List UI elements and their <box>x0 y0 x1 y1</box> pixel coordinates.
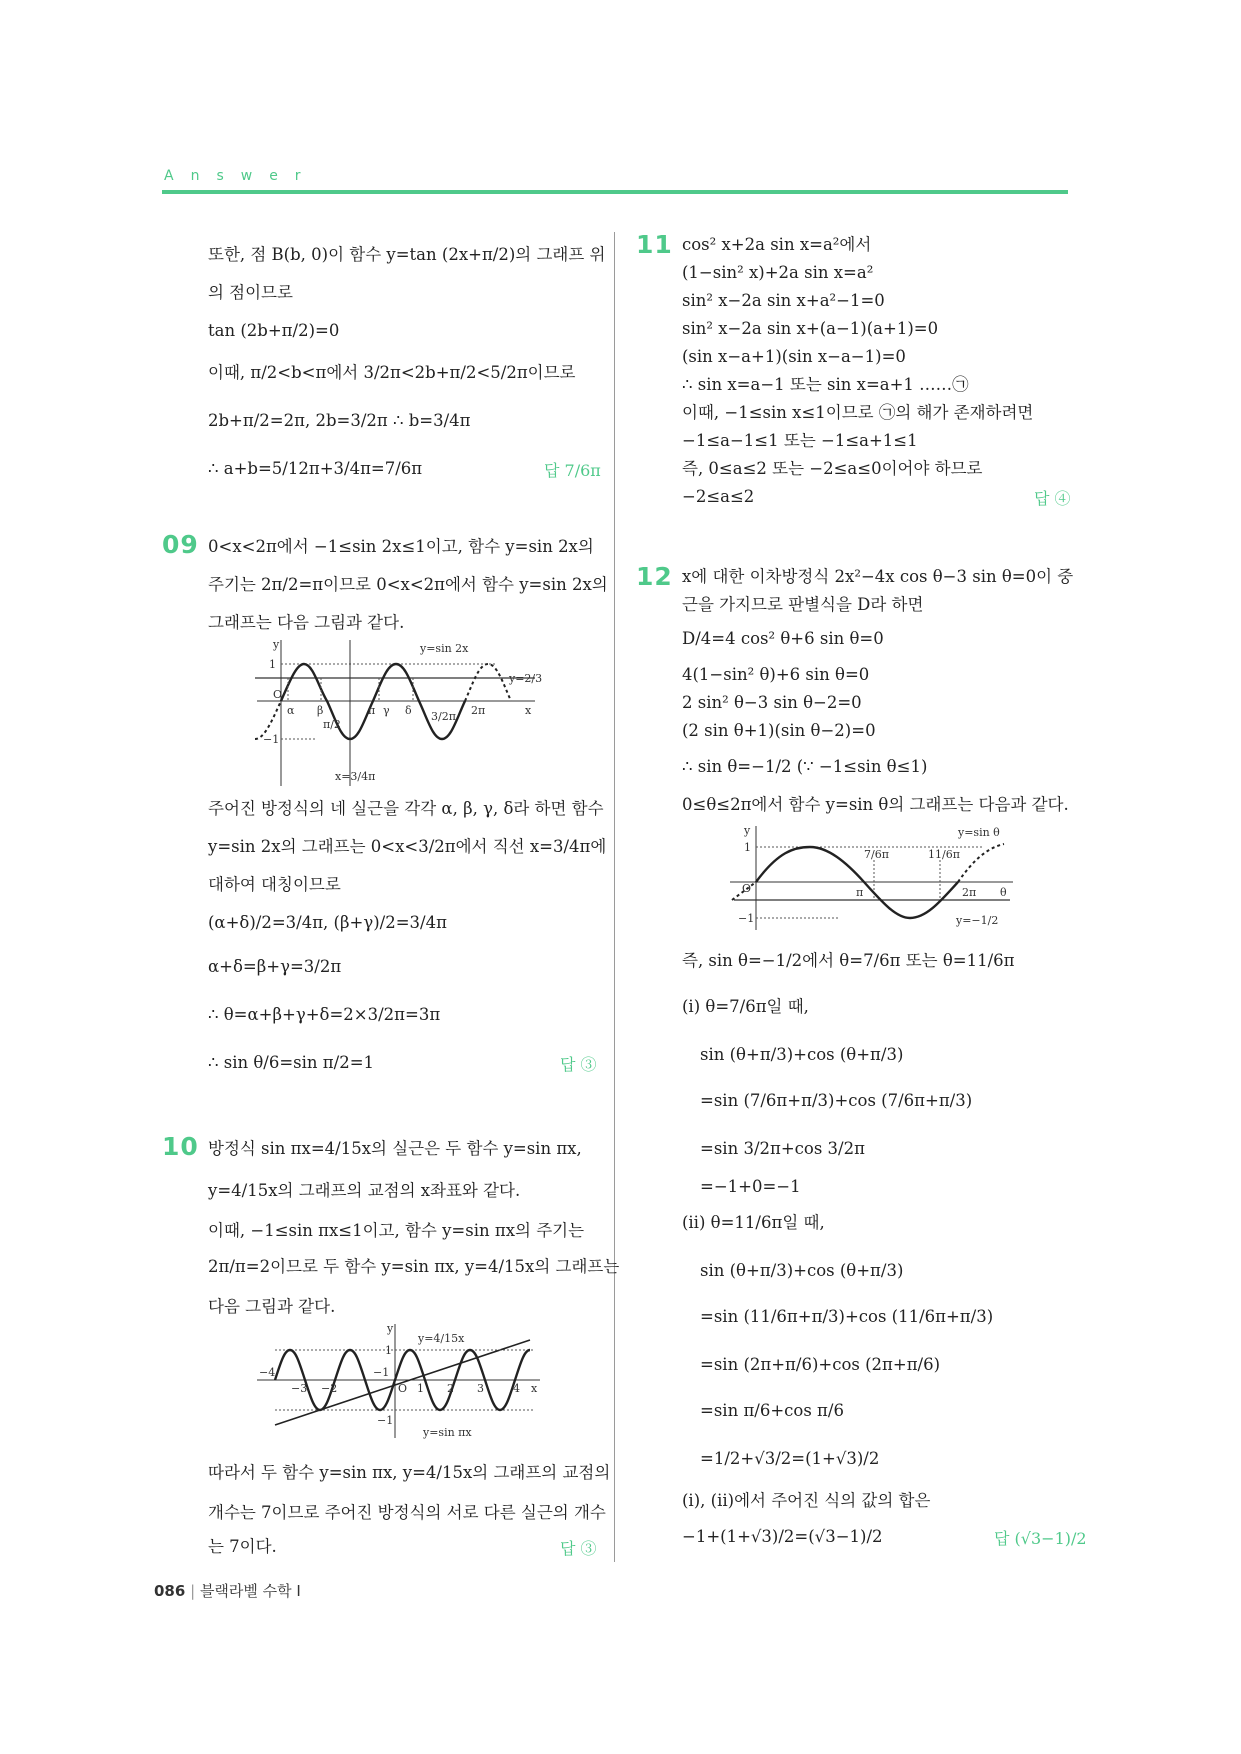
q10-answer: 답 ③ <box>560 1539 597 1558</box>
tick-beta: β <box>317 704 324 717</box>
q12-case2: (ⅱ) θ=11/6π일 때, <box>682 1213 825 1232</box>
section-header: Answer <box>164 168 318 184</box>
q10-line-4: 2π/π=2이므로 두 함수 y=sin πx, y=4/15x의 그래프는 <box>208 1257 620 1276</box>
q11-line-10: −2≤a≤2 <box>682 487 755 506</box>
tick-neg2: −2 <box>321 1382 338 1395</box>
y-label-1: 1 <box>744 841 751 854</box>
q11-number: 11 <box>636 230 673 259</box>
line-label: y=2/3 <box>509 672 543 685</box>
q11-line-7: 이때, −1≤sin x≤1이므로 ㉠의 해가 존재하려면 <box>682 403 1034 422</box>
y-label-1: 1 <box>269 658 276 671</box>
q09-line-4: 주어진 방정식의 네 실근을 각각 α, β, γ, δ라 하면 함수 <box>208 799 604 818</box>
tick-pi-half: π/2 <box>323 718 341 731</box>
q12-case2-b: =sin (11/6π+π/3)+cos (11/6π+π/3) <box>700 1307 994 1326</box>
tick-neg1: −1 <box>373 1366 390 1379</box>
x-axis-label: x <box>531 1382 538 1395</box>
q12-line-7: ∴ sin θ=−1/2 (∵ −1≤sin θ≤1) <box>682 757 928 776</box>
q12-line-4: 4(1−sin² θ)+6 sin θ=0 <box>682 665 870 684</box>
q09-graph <box>255 638 545 788</box>
q09-line-1: 0<x<2π에서 −1≤sin 2x≤1이고, 함수 y=sin 2x의 <box>208 537 594 556</box>
y-axis-label: y <box>744 824 751 837</box>
q11-line-8: −1≤a−1≤1 또는 −1≤a+1≤1 <box>682 431 918 450</box>
header-rule <box>162 190 1068 194</box>
q12-case2-e: =1/2+√3/2=(1+√3)/2 <box>700 1449 880 1468</box>
q11-line-1: cos² x+2a sin x=a²에서 <box>682 235 872 254</box>
q11-line-6: ∴ sin x=a−1 또는 sin x=a+1 ……㉠ <box>682 375 969 394</box>
q12-case2-c: =sin (2π+π/6)+cos (2π+π/6) <box>700 1355 941 1374</box>
q11-answer: 답 ④ <box>1034 489 1071 508</box>
tick-7-6pi: 7/6π <box>864 848 889 861</box>
tick-pi: π <box>368 704 376 717</box>
x-axis-label: x <box>525 704 532 717</box>
q09-line-10: ∴ sin θ/6=sin π/2=1 <box>208 1053 375 1072</box>
cont-line-5: 2b+π/2=2π, 2b=3/2π ∴ b=3/4π <box>208 411 471 430</box>
tick-11-6pi: 11/6π <box>928 848 960 861</box>
cont-line-2: 의 점이므로 <box>208 283 293 302</box>
sine-curve-dotted <box>958 844 1004 882</box>
q12-graph <box>728 822 1018 932</box>
y-label-neg1: −1 <box>738 912 755 925</box>
q12-line-8: 0≤θ≤2π에서 함수 y=sin θ의 그래프는 다음과 같다. <box>682 795 1069 814</box>
curve-label: y=sin θ <box>958 826 1000 839</box>
q12-case1: (ⅰ) θ=7/6π일 때, <box>682 997 809 1016</box>
q10-line-5: 다음 그림과 같다. <box>208 1297 336 1316</box>
tick-4: 4 <box>513 1382 520 1395</box>
tick-alpha: α <box>287 704 295 717</box>
q12-line-1: x에 대한 이차방정식 2x²−4x cos θ−3 sin θ=0이 중 <box>682 567 1074 586</box>
q10-line-1: 방정식 sin πx=4/15x의 실근은 두 함수 y=sin πx, <box>208 1139 582 1158</box>
y-axis-label: y <box>273 638 280 651</box>
q09-line-9: ∴ θ=α+β+γ+δ=2×3/2π=3π <box>208 1005 441 1024</box>
book-title: 블랙라벨 수학 Ⅰ <box>199 1582 301 1600</box>
q09-line-6: 대하여 대칭이므로 <box>208 875 341 894</box>
q12-case2-a: sin (θ+π/3)+cos (θ+π/3) <box>700 1261 904 1280</box>
tick-1: 1 <box>417 1382 424 1395</box>
cont-line-6: ∴ a+b=5/12π+3/4π=7/6π <box>208 459 423 478</box>
q12-line-2: 근을 가지므로 판별식을 D라 하면 <box>682 595 924 614</box>
q12-case2-d: =sin π/6+cos π/6 <box>700 1401 844 1420</box>
q12-case1-b: =sin (7/6π+π/3)+cos (7/6π+π/3) <box>700 1091 973 1110</box>
q10-line-2: y=4/15x의 그래프의 교점의 x좌표와 같다. <box>208 1181 521 1200</box>
y-label-neg1: −1 <box>377 1414 394 1427</box>
q12-case1-a: sin (θ+π/3)+cos (θ+π/3) <box>700 1045 904 1064</box>
q11-line-4: sin² x−2a sin x+(a−1)(a+1)=0 <box>682 319 939 338</box>
q12-line-9: 즉, sin θ=−1/2에서 θ=7/6π 또는 θ=11/6π <box>682 951 1015 970</box>
tick-pi: π <box>856 886 864 899</box>
column-divider <box>614 232 615 1562</box>
tick-neg4: −4 <box>259 1366 276 1379</box>
q09-line-8: α+δ=β+γ=3/2π <box>208 957 342 976</box>
tick-2pi: 2π <box>962 886 977 899</box>
q10-line-3: 이때, −1≤sin πx≤1이고, 함수 y=sin πx의 주기는 <box>208 1221 585 1240</box>
page-number: 086 <box>154 1582 186 1600</box>
curve-label: y=sin πx <box>423 1426 472 1439</box>
q12-line-3: D/4=4 cos² θ+6 sin θ=0 <box>682 629 884 648</box>
line-label: y=4/15x <box>418 1332 465 1345</box>
curve-label: y=sin 2x <box>420 642 469 655</box>
tick-delta: δ <box>405 704 412 717</box>
cont-line-3: tan (2b+π/2)=0 <box>208 321 340 340</box>
q09-line-3: 그래프는 다음 그림과 같다. <box>208 613 405 632</box>
q09-line-2: 주기는 2π/2=π이므로 0<x<2π에서 함수 y=sin 2x의 <box>208 575 608 594</box>
q12-case1-c: =sin 3/2π+cos 3/2π <box>700 1139 865 1158</box>
tick-2pi: 2π <box>471 704 486 717</box>
q09-number: 09 <box>162 530 199 559</box>
tick-gamma: γ <box>383 704 390 717</box>
origin-label: O <box>398 1382 408 1395</box>
line-label: y=−1/2 <box>956 914 999 927</box>
q10-line-7: 개수는 7이므로 주어진 방정식의 서로 다른 실근의 개수 <box>208 1503 606 1522</box>
sine-curve-right-dotted <box>465 664 511 701</box>
q12-number: 12 <box>636 562 673 591</box>
cont-answer: 답 7/6π <box>544 461 601 480</box>
q10-number: 10 <box>162 1132 199 1161</box>
q11-line-3: sin² x−2a sin x+a²−1=0 <box>682 291 885 310</box>
q11-line-5: (sin x−a+1)(sin x−a−1)=0 <box>682 347 906 366</box>
q09-line-5: y=sin 2x의 그래프는 0<x<3/2π에서 직선 x=3/4π에 <box>208 837 607 856</box>
q11-line-2: (1−sin² x)+2a sin x=a² <box>682 263 874 282</box>
q10-graph <box>255 1320 545 1440</box>
x-axis-label: θ <box>1000 886 1007 899</box>
q09-line-7: (α+δ)/2=3/4π, (β+γ)/2=3/4π <box>208 913 447 932</box>
q12-line-result: −1+(1+√3)/2=(√3−1)/2 <box>682 1527 883 1546</box>
page-footer: 086 | 블랙라벨 수학 Ⅰ <box>154 1582 301 1600</box>
y-label-neg1: −1 <box>263 733 280 746</box>
tick-3-2pi: 3/2π <box>431 710 456 723</box>
q12-line-5: 2 sin² θ−3 sin θ−2=0 <box>682 693 862 712</box>
q12-line-sum: (ⅰ), (ⅱ)에서 주어진 식의 값의 합은 <box>682 1491 931 1510</box>
tick-neg3: −3 <box>291 1382 308 1395</box>
y-axis-label: y <box>387 1322 394 1335</box>
q12-line-6: (2 sin θ+1)(sin θ−2)=0 <box>682 721 876 740</box>
origin-label: O <box>742 882 752 895</box>
q11-line-9: 즉, 0≤a≤2 또는 −2≤a≤0이어야 하므로 <box>682 459 983 478</box>
q09-answer: 답 ③ <box>560 1055 597 1074</box>
q12-case1-d: =−1+0=−1 <box>700 1177 801 1196</box>
x-line-label: x=3/4π <box>335 770 376 783</box>
origin-label: O <box>273 688 283 701</box>
q12-answer: 답 (√3−1)/2 <box>994 1529 1087 1548</box>
cont-line-4: 이때, π/2<b<π에서 3/2π<2b+π/2<5/2π이므로 <box>208 363 576 382</box>
tick-3: 3 <box>477 1382 484 1395</box>
y-label-1: 1 <box>385 1344 392 1357</box>
q10-line-8: 는 7이다. <box>208 1537 277 1556</box>
cont-line-1: 또한, 점 B(b, 0)이 함수 y=tan (2x+π/2)의 그래프 위 <box>208 245 606 264</box>
q10-line-6: 따라서 두 함수 y=sin πx, y=4/15x의 그래프의 교점의 <box>208 1463 611 1482</box>
tick-2: 2 <box>447 1382 454 1395</box>
